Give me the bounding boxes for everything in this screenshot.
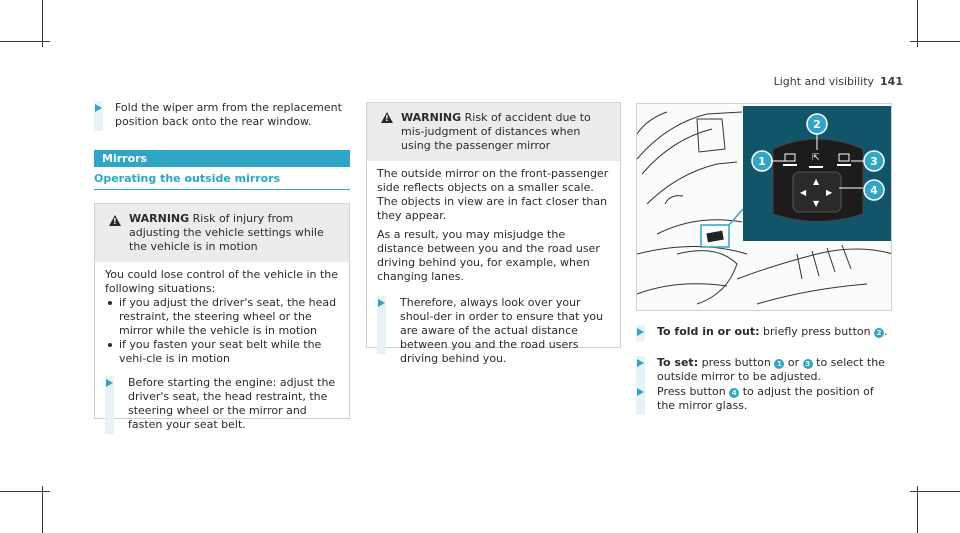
crop-mark [0, 41, 50, 42]
instruction-step [636, 356, 892, 384]
step-text: Therefore, always look over your shoul-der in order to ensure that you are aware of the actual distance between you and the road users driving behind you. [400, 296, 604, 365]
step-label: To fold in or out: [657, 325, 760, 338]
subheading: Operating the outside mirrors [94, 172, 281, 185]
warning-body [95, 262, 349, 442]
mirror-control-figure [636, 103, 892, 311]
step-label: To set: [657, 356, 699, 369]
warning-step [377, 296, 610, 366]
svg-text:▲: ▲ [813, 177, 820, 186]
step-post: to adjust the position of the mirror glass. [657, 385, 874, 412]
crop-mark [42, 0, 43, 47]
step-text [657, 356, 892, 384]
warning-box [94, 203, 350, 431]
instruction-step [636, 325, 892, 339]
warning-body [367, 161, 620, 376]
crop-mark [42, 486, 43, 533]
warning-paragraph: As a result, you may misjudge the distance between you and the road user driving behind you, for example, when changing lanes. [377, 228, 600, 283]
step-pre: Press button [657, 385, 726, 398]
warning-triangle-icon: ! [381, 112, 393, 123]
warning-bullet: if you fasten your seat belt while the vehi-cle is in motion [105, 338, 339, 366]
instruction-step [94, 101, 350, 129]
step-arrow-icon [95, 104, 102, 112]
callout-2: 2 [813, 118, 821, 131]
crop-mark [917, 486, 918, 533]
svg-text:⇱: ⇱ [812, 153, 820, 163]
step-post: to select the outside mirror to be adjusted. [657, 356, 885, 383]
step-text: Fold the wiper arm from the replacement position back onto the rear window. [115, 101, 342, 128]
crop-mark [0, 491, 50, 492]
callout-3: 3 [870, 155, 878, 168]
warning-triangle-icon: ! [109, 215, 121, 226]
button-number-badge: 3 [803, 359, 813, 369]
warning-label: WARNING [129, 212, 190, 225]
page-number: 141 [880, 75, 903, 88]
callout-1: 1 [758, 155, 766, 168]
warning-step [105, 376, 339, 432]
warning-paragraph: The outside mirror on the front-passenger side reflects objects on a smaller scale. The objects in view are in fact closer than they appear. [377, 167, 609, 222]
crop-mark [910, 41, 960, 42]
section-title: Mirrors [94, 150, 350, 167]
header-section: Light and visibility [773, 75, 875, 88]
svg-text:▼: ▼ [813, 199, 820, 208]
svg-text:◀: ◀ [800, 188, 807, 197]
step-pre: briefly press button [763, 325, 871, 338]
warning-bullet: if you adjust the driver's seat, the head restraint, the steering wheel or the mirror while the vehicle is in motion [105, 296, 339, 338]
step-arrow-icon [637, 359, 644, 367]
warning-title: Risk of injury from adjusting the vehicle settings while the vehicle is in motion [129, 212, 324, 253]
warning-header [95, 204, 349, 262]
svg-text:▶: ▶ [826, 188, 833, 197]
warning-title: Risk of accident due to mis-judgment of distances when using the passenger mirror [401, 111, 591, 152]
step-arrow-icon [378, 299, 385, 307]
step-arrow-icon [637, 388, 644, 396]
callout-4: 4 [870, 184, 878, 197]
button-number-badge: 4 [729, 388, 739, 398]
instruction-step [636, 385, 892, 413]
step-arrow-icon [637, 328, 644, 336]
warning-intro: You could lose control of the vehicle in the following situations: [105, 268, 339, 295]
warning-box [366, 102, 621, 365]
button-number-badge: 2 [874, 328, 884, 338]
step-arrow-icon [106, 379, 113, 387]
door-panel-illustration [637, 104, 892, 311]
running-header [774, 75, 903, 89]
step-mid: or [787, 356, 800, 369]
subheading-rule [94, 189, 350, 190]
crop-mark [917, 0, 918, 47]
warning-label: WARNING [401, 111, 462, 124]
button-number-badge: 1 [774, 359, 784, 369]
crop-mark [910, 491, 960, 492]
warning-header [367, 103, 620, 161]
step-text: Before starting the engine: adjust the driver's seat, the head restraint, the steering wheel or the mirror and fasten your seat belt. [128, 376, 336, 431]
step-text [657, 385, 892, 413]
step-pre: press button [701, 356, 771, 369]
step-text [657, 325, 892, 339]
step-post: . [884, 325, 888, 338]
